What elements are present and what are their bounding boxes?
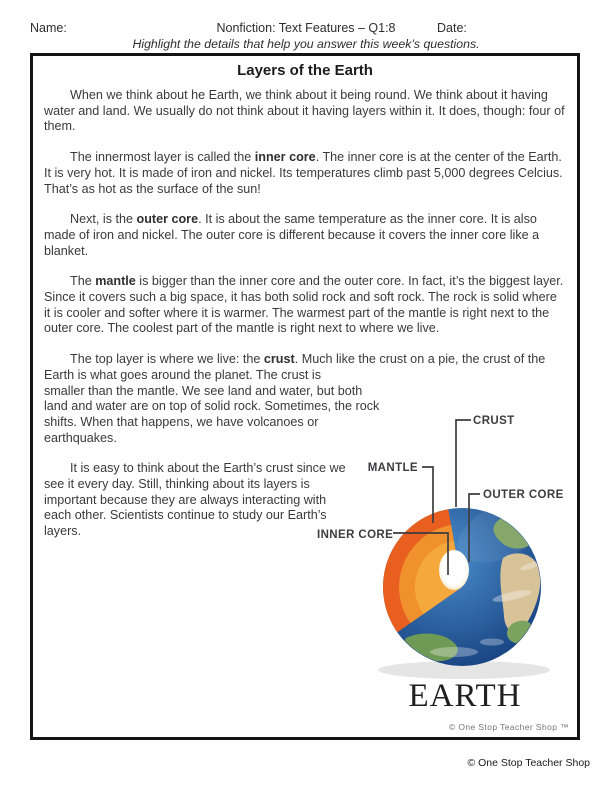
paragraph-crust-pre: The top layer is where we live: the <box>70 352 264 367</box>
assignment-title: Nonfiction: Text Features – Q1:8 <box>216 21 396 35</box>
instruction-line: Highlight the details that help you answer this week’s questions. <box>132 37 480 51</box>
page-footer-credit: © One Stop Teacher Shop <box>467 757 590 769</box>
passage-title: Layers of the Earth <box>237 62 373 79</box>
keyword-mantle: mantle <box>95 274 136 289</box>
keyword-inner-core: inner core <box>254 150 316 165</box>
crust-label: CRUST <box>473 415 515 427</box>
paragraph-crust-rest: smaller than the mantle. We see land and water, but both land and water are on top of solid rock. Sometimes, the rock shifts. When that happens, we have volcanoes or earthquakes. <box>44 383 380 445</box>
paragraph-mantle-post: is bigger than the inner core and the outer core. In fact, it’s the biggest layer. Since it covers such a big space, it has both solid rock and soft rock. The rock is solid where it is cooler and softer where it is warmer. The warmest part of the mantle is right next to the outer core. The coolest part of the mantle is right next to where we live. <box>44 274 564 336</box>
paragraph-inner-core-pre: The innermost layer is called the <box>70 150 255 165</box>
cloud-band-4 <box>480 639 504 646</box>
paragraph-closing <box>44 461 346 540</box>
cloud-band-2 <box>430 647 478 657</box>
keyword-crust: crust <box>263 352 295 367</box>
earth-caption: EARTH <box>408 678 522 714</box>
worksheet-header <box>0 0 612 53</box>
earth-layers-diagram <box>306 400 576 735</box>
passage-box <box>30 53 580 740</box>
paragraph-crust-mid: . Much like the crust on a pie, the crust of the Earth is what goes around the planet. The crust is <box>44 352 546 382</box>
paragraph-closing-text: It is easy to think about the Earth’s crust since we see it every day. Still, thinking about its layers is important because they are always interacting with each other. Scientists continue to study our Earth’s layers. <box>44 461 346 539</box>
paragraph-outer-core-pre: Next, is the <box>70 212 137 227</box>
keyword-outer-core: outer core <box>136 212 199 227</box>
paragraph-inner-core-post: . The inner core is at the center of the Earth. It is very hot. It is made of iron and nickel. Its temperatures climb past 5,000 degrees Celcius. That’s as hot as the surface of the sun! <box>44 150 563 196</box>
paragraph-outer-core <box>44 212 566 259</box>
name-label: Name: <box>30 21 67 35</box>
inner-core-layer <box>439 550 469 590</box>
mantle-label: MANTLE <box>367 462 418 474</box>
paragraph-intro-text: When we think about he Earth, we think about it being round. We think about it having water and land. We usually do not think about it having layers within it. It does, though: four of them. <box>44 88 565 134</box>
paragraph-mantle <box>44 274 566 337</box>
paragraph-mantle-pre: The <box>70 274 96 289</box>
paragraph-intro <box>44 88 566 135</box>
paragraph-inner-core <box>44 150 566 197</box>
diagram-credit: © One Stop Teacher Shop ™ <box>448 722 569 732</box>
paragraph-crust <box>44 352 566 383</box>
outer-core-label: OUTER CORE <box>483 489 564 501</box>
paragraph-outer-core-post: . It is about the same temperature as the inner core. It is also made of iron and nickel. The outer core is different because it covers the inner core like a blanket. <box>44 212 540 258</box>
date-label: Date: <box>437 21 467 35</box>
inner-core-label: INNER CORE <box>317 529 394 541</box>
